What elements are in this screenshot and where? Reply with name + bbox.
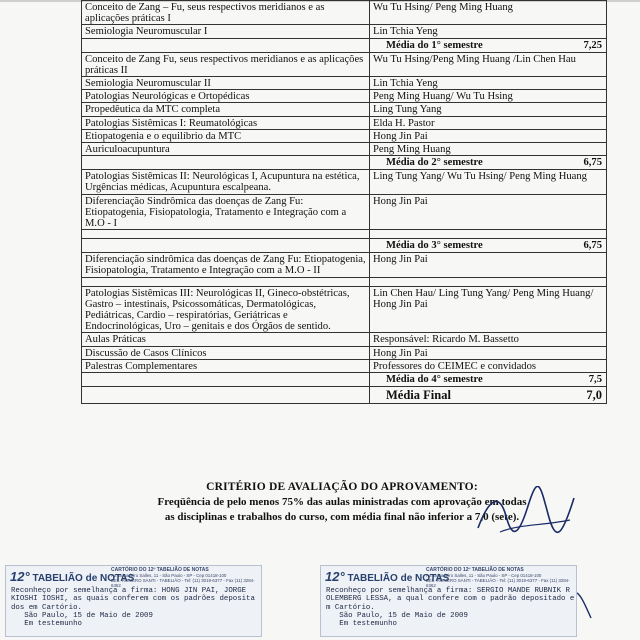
course-row <box>82 25 607 38</box>
course-name: Conceito de Zang – Fu, seus respectivos meridianos e as aplicações práticas I <box>82 1 370 25</box>
course-teacher: Wu Tu Hsing/ Peng Ming Huang <box>370 1 607 25</box>
course-name: Patologias Sistêmicas I: Reumatológicas <box>82 116 370 129</box>
average-value: 6,75 <box>583 240 602 252</box>
average-label: Média do 4° semestre <box>386 374 483 386</box>
notary-typed-text: Reconheço por semelhança a firma: HONG JIN PAI, JORGE KIOSHI IOSHI, as quais conferem com os padrões deposita dos em Cartório. São Paulo, 15 de Maio de 2009 Em testemunho <box>11 587 255 629</box>
course-name: Palestras Complementares <box>82 359 370 372</box>
course-name: Patologias Sistêmicas II: Neurológicas I, Acupuntura na estética, Urgências médicas, Acupuntura escalpeana. <box>82 170 370 194</box>
course-row <box>82 90 607 103</box>
average-value: 7,25 <box>583 39 602 51</box>
course-teacher: Wu Tu Hsing/Peng Ming Huang /Lin Chen Hau <box>370 52 607 76</box>
final-average <box>370 387 607 404</box>
course-name: Conceito de Zang Fu, seus respectivos meridianos e as aplicações práticas II <box>82 52 370 76</box>
average-value: 6,75 <box>583 157 602 169</box>
notary-office-info: CARTÓRIO DO 12º TABELIÃO DE NOTAS Av. Brigadeiro Salles, 11 - São Paulo - SP - Cep 01418-100 BEL. ROMERO SANTI - TABELIÃO - Tel: (11) 3019-6377 - Fax (11) 3284-6362 <box>426 567 570 588</box>
notary-office-info: CARTÓRIO DO 12º TABELIÃO DE NOTAS Av. Brigadeiro Salles, 11 - São Paulo - SP - Cep 01418-100 BEL. ROMERO SANTI - TABELIÃO - Tel: (11) 3019-6377 - Fax (11) 3284-6362 <box>111 567 255 588</box>
average-label: Média do 2° semestre <box>386 157 483 169</box>
signature-right <box>470 486 580 546</box>
course-row <box>82 253 607 277</box>
course-name: Propedêutica da MTC completa <box>82 103 370 116</box>
course-teacher: Ling Tung Yang/ Wu Tu Hsing/ Peng Ming Huang <box>370 170 607 194</box>
course-name: Patologias Neurológicas e Ortopédicas <box>82 90 370 103</box>
course-teacher: Professores do CEIMEC e convidados <box>370 359 607 372</box>
course-teacher: Peng Ming Huang/ Wu Tu Hsing <box>370 90 607 103</box>
course-row <box>82 129 607 142</box>
course-name: Discussão de Casos Clínicos <box>82 346 370 359</box>
course-teacher: Hong Jin Pai <box>370 194 607 230</box>
course-name: Auriculoacupuntura <box>82 143 370 156</box>
semester-average <box>370 373 607 387</box>
notary-stamp-right <box>320 565 577 637</box>
course-teacher: Responsável: Ricardo M. Bassetto <box>370 333 607 346</box>
course-name: Diferenciação Sindrômica das doenças de Zang Fu: Etiopatogenia, Fisiopatologia, Tratamento e Integração com a M.O - I <box>82 194 370 230</box>
course-row <box>82 346 607 359</box>
average-label: Média do 1° semestre <box>386 39 483 51</box>
course-row <box>82 359 607 372</box>
course-teacher: Hong Jin Pai <box>370 129 607 142</box>
course-teacher: Hong Jin Pai <box>370 253 607 277</box>
course-teacher: Ling Tung Yang <box>370 103 607 116</box>
notary-stamp-left <box>5 565 262 637</box>
course-name: Semiologia Neuromuscular I <box>82 25 370 38</box>
course-teacher: Elda H. Pastor <box>370 116 607 129</box>
course-teacher: Peng Ming Huang <box>370 143 607 156</box>
course-teacher: Lin Tchia Yeng <box>370 25 607 38</box>
criteria-line-2: as disciplinas e trabalhos do curso, com média final não inferior a 7,0 (sete). <box>164 511 520 523</box>
average-value: 7,0 <box>586 388 602 403</box>
semester-average-row <box>82 156 607 170</box>
average-label: Média Final <box>386 388 451 403</box>
course-row <box>82 286 607 333</box>
semester-average <box>370 156 607 170</box>
course-name: Diferenciação sindrômica das doenças de Zang Fu: Etiopatogenia, Fisiopatologia, Tratamento e Integração com a M.O - II <box>82 253 370 277</box>
notary-logo: 12° TABELIÃO de NOTAS <box>325 569 450 584</box>
semester-average <box>370 38 607 52</box>
semester-average-row <box>82 38 607 52</box>
blank-row <box>82 277 607 286</box>
course-row <box>82 77 607 90</box>
course-row <box>82 103 607 116</box>
final-average-row <box>82 387 607 404</box>
course-name: Semiologia Neuromuscular II <box>82 77 370 90</box>
criteria-line-1: Freqüência de pelo menos 75% das aulas ministradas com aprovação em todas <box>157 496 527 508</box>
course-teacher: Lin Chen Hau/ Ling Tung Yang/ Peng Ming Huang/ Hong Jin Pai <box>370 286 607 333</box>
semester-average-row <box>82 373 607 387</box>
average-value: 7,5 <box>588 374 602 386</box>
course-row <box>82 333 607 346</box>
course-row <box>82 194 607 230</box>
blank-row <box>82 230 607 239</box>
course-teacher: Hong Jin Pai <box>370 346 607 359</box>
course-name: Aulas Práticas <box>82 333 370 346</box>
course-name: Etiopatogenia e o equilíbrio da MTC <box>82 129 370 142</box>
course-row <box>82 52 607 76</box>
course-row <box>82 116 607 129</box>
grades-table <box>81 0 607 404</box>
criteria-title: CRITÉRIO DE AVALIAÇÃO DO APROVAMENTO: <box>206 481 478 493</box>
course-teacher: Lin Tchia Yeng <box>370 77 607 90</box>
course-row <box>82 1 607 25</box>
notary-logo: 12° TABELIÃO de NOTAS <box>10 569 135 584</box>
course-row <box>82 143 607 156</box>
course-name: Patologias Sistêmicas III: Neurológicas II, Gineco-obstétricas, Gastro – intestinais, Psicossomáticas, Dermatológicas, Pediátricas, Cardio – respiratórias, Geriátricas e Endocrinológicas, Uro – genitais e dos Órgãos de sentido. <box>82 286 370 333</box>
course-row <box>82 170 607 194</box>
average-label: Média do 3° semestre <box>386 240 483 252</box>
semester-average <box>370 239 607 253</box>
notary-typed-text: Reconheço por semelhança a firma: SERGIO MANDE RUBNIK R OLEMBERG LESSA, a qual confere com o padrão depositado e m Cartório. São Paulo, 15 de Maio de 2009 Em testemunho <box>326 587 575 629</box>
semester-average-row <box>82 239 607 253</box>
